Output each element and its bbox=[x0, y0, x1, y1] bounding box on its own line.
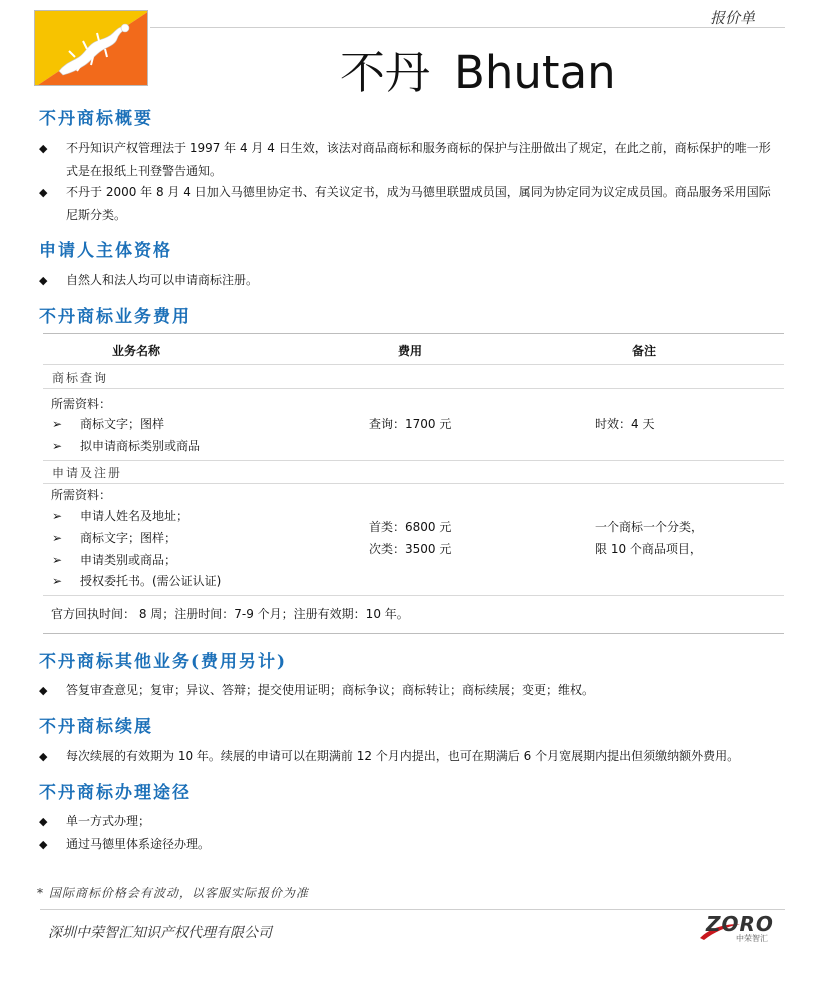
arrow-bullet-icon: ➢ bbox=[52, 553, 63, 567]
table-row bbox=[52, 549, 176, 571]
diamond-bullet-icon: ◆ bbox=[39, 186, 48, 199]
diamond-bullet-icon: ◆ bbox=[39, 142, 48, 155]
zoro-logo bbox=[700, 914, 780, 944]
material-item: 授权委托书。(需公证认证) bbox=[80, 574, 222, 588]
table-category-registration: 申请及注册 bbox=[52, 466, 123, 480]
list-item-text: 自然人和法人均可以申请商标注册。 bbox=[66, 273, 259, 287]
logo-subtitle: 中荣智汇 bbox=[736, 934, 768, 943]
bhutan-flag bbox=[34, 10, 148, 86]
remark-value: 时效：4 天 bbox=[595, 417, 655, 431]
materials-label: 所需资料： bbox=[51, 397, 112, 411]
arrow-bullet-icon: ➢ bbox=[52, 439, 63, 453]
header-label: 报价单 bbox=[710, 9, 756, 27]
arrow-bullet-icon: ➢ bbox=[52, 531, 63, 545]
list-item bbox=[39, 269, 778, 292]
table-row bbox=[52, 570, 221, 592]
table-rule bbox=[43, 364, 784, 365]
list-item-text: 不丹于 2000 年 8 月 4 日加入马德里协定书、有关议定书，成为马德里联盟成员国，属同为协定同为议定成员国。商品服务采用国际尼斯分类。 bbox=[66, 185, 771, 222]
footer-rule bbox=[40, 909, 785, 910]
diamond-bullet-icon: ◆ bbox=[39, 750, 48, 763]
material-item: 商标文字；图样 bbox=[80, 417, 165, 431]
list-item-text: 单一方式办理； bbox=[66, 814, 151, 828]
title-chinese: 不丹 bbox=[340, 46, 431, 99]
list-item bbox=[39, 745, 778, 768]
table-rule bbox=[43, 483, 784, 484]
table-header-remark: 备注 bbox=[632, 344, 657, 358]
diamond-bullet-icon: ◆ bbox=[39, 838, 48, 851]
list-item-text: 答复审查意见；复审；异议、答辩；提交使用证明；商标争议；商标转让；商标续展；变更；维权。 bbox=[66, 683, 595, 697]
list-item bbox=[39, 833, 778, 856]
list-item bbox=[39, 810, 778, 833]
table-row bbox=[52, 413, 164, 435]
fee-value: 首类：6800 元 bbox=[369, 520, 452, 534]
fee-value: 次类：3500 元 bbox=[369, 542, 452, 556]
list-item bbox=[39, 181, 778, 227]
table-row bbox=[52, 505, 188, 527]
material-item: 申请类别或商品； bbox=[80, 553, 177, 567]
table-bottom-rule bbox=[43, 633, 784, 634]
table-row bbox=[52, 527, 176, 549]
page-title bbox=[340, 36, 616, 101]
material-item: 申请人姓名及地址； bbox=[80, 509, 189, 523]
material-item: 拟申请商标类别或商品 bbox=[80, 439, 201, 453]
table-header-fee: 费用 bbox=[398, 344, 423, 358]
diamond-bullet-icon: ◆ bbox=[39, 684, 48, 697]
timeline-note: 官方回执时间： 8 周；注册时间：7-9 个月；注册有效期：10 年。 bbox=[51, 607, 409, 621]
section-heading-other: 不丹商标其他业务(费用另计) bbox=[39, 652, 288, 672]
title-english: Bhutan bbox=[454, 46, 616, 99]
diamond-bullet-icon: ◆ bbox=[39, 274, 48, 287]
arrow-bullet-icon: ➢ bbox=[52, 417, 63, 431]
logo-word: ZORO bbox=[706, 912, 774, 936]
table-row bbox=[52, 435, 200, 457]
remark-value: 一个商标一个分类， bbox=[595, 520, 704, 534]
table-category-search: 商标查询 bbox=[52, 371, 109, 385]
price-note: * 国际商标价格会有波动，以客服实际报价为准 bbox=[37, 886, 309, 900]
remark-value: 限 10 个商品项目， bbox=[595, 542, 702, 556]
section-heading-routes: 不丹商标办理途径 bbox=[39, 783, 191, 803]
list-item-text: 通过马德里体系途径办理。 bbox=[66, 837, 211, 851]
material-item: 商标文字；图样； bbox=[80, 531, 177, 545]
list-item-text: 每次续展的有效期为 10 年。续展的申请可以在期满前 12 个月内提出，也可在期满后 6 个月宽展期内提出但须缴纳额外费用。 bbox=[66, 749, 740, 763]
section-heading-renewal: 不丹商标续展 bbox=[39, 717, 153, 737]
arrow-bullet-icon: ➢ bbox=[52, 509, 63, 523]
header-rule bbox=[150, 27, 785, 28]
materials-label: 所需资料： bbox=[51, 488, 112, 502]
section-heading-fees: 不丹商标业务费用 bbox=[39, 307, 191, 327]
table-top-rule bbox=[43, 333, 784, 334]
table-header-service: 业务名称 bbox=[112, 344, 161, 358]
flag-icon bbox=[35, 11, 148, 86]
section-heading-overview: 不丹商标概要 bbox=[39, 109, 153, 129]
arrow-bullet-icon: ➢ bbox=[52, 574, 63, 588]
table-rule bbox=[43, 595, 784, 596]
footer-company: 深圳中荣智汇知识产权代理有限公司 bbox=[48, 925, 272, 941]
list-item bbox=[39, 679, 778, 702]
diamond-bullet-icon: ◆ bbox=[39, 815, 48, 828]
table-rule bbox=[43, 388, 784, 389]
list-item-text: 不丹知识产权管理法于 1997 年 4 月 4 日生效，该法对商品商标和服务商标的保护与注册做出了规定，在此之前，商标保护的唯一形式是在报纸上刊登警告通知。 bbox=[66, 141, 771, 178]
table-rule bbox=[43, 460, 784, 461]
section-heading-eligibility: 申请人主体资格 bbox=[39, 241, 172, 261]
list-item bbox=[39, 137, 778, 183]
fee-value: 查询：1700 元 bbox=[369, 417, 452, 431]
